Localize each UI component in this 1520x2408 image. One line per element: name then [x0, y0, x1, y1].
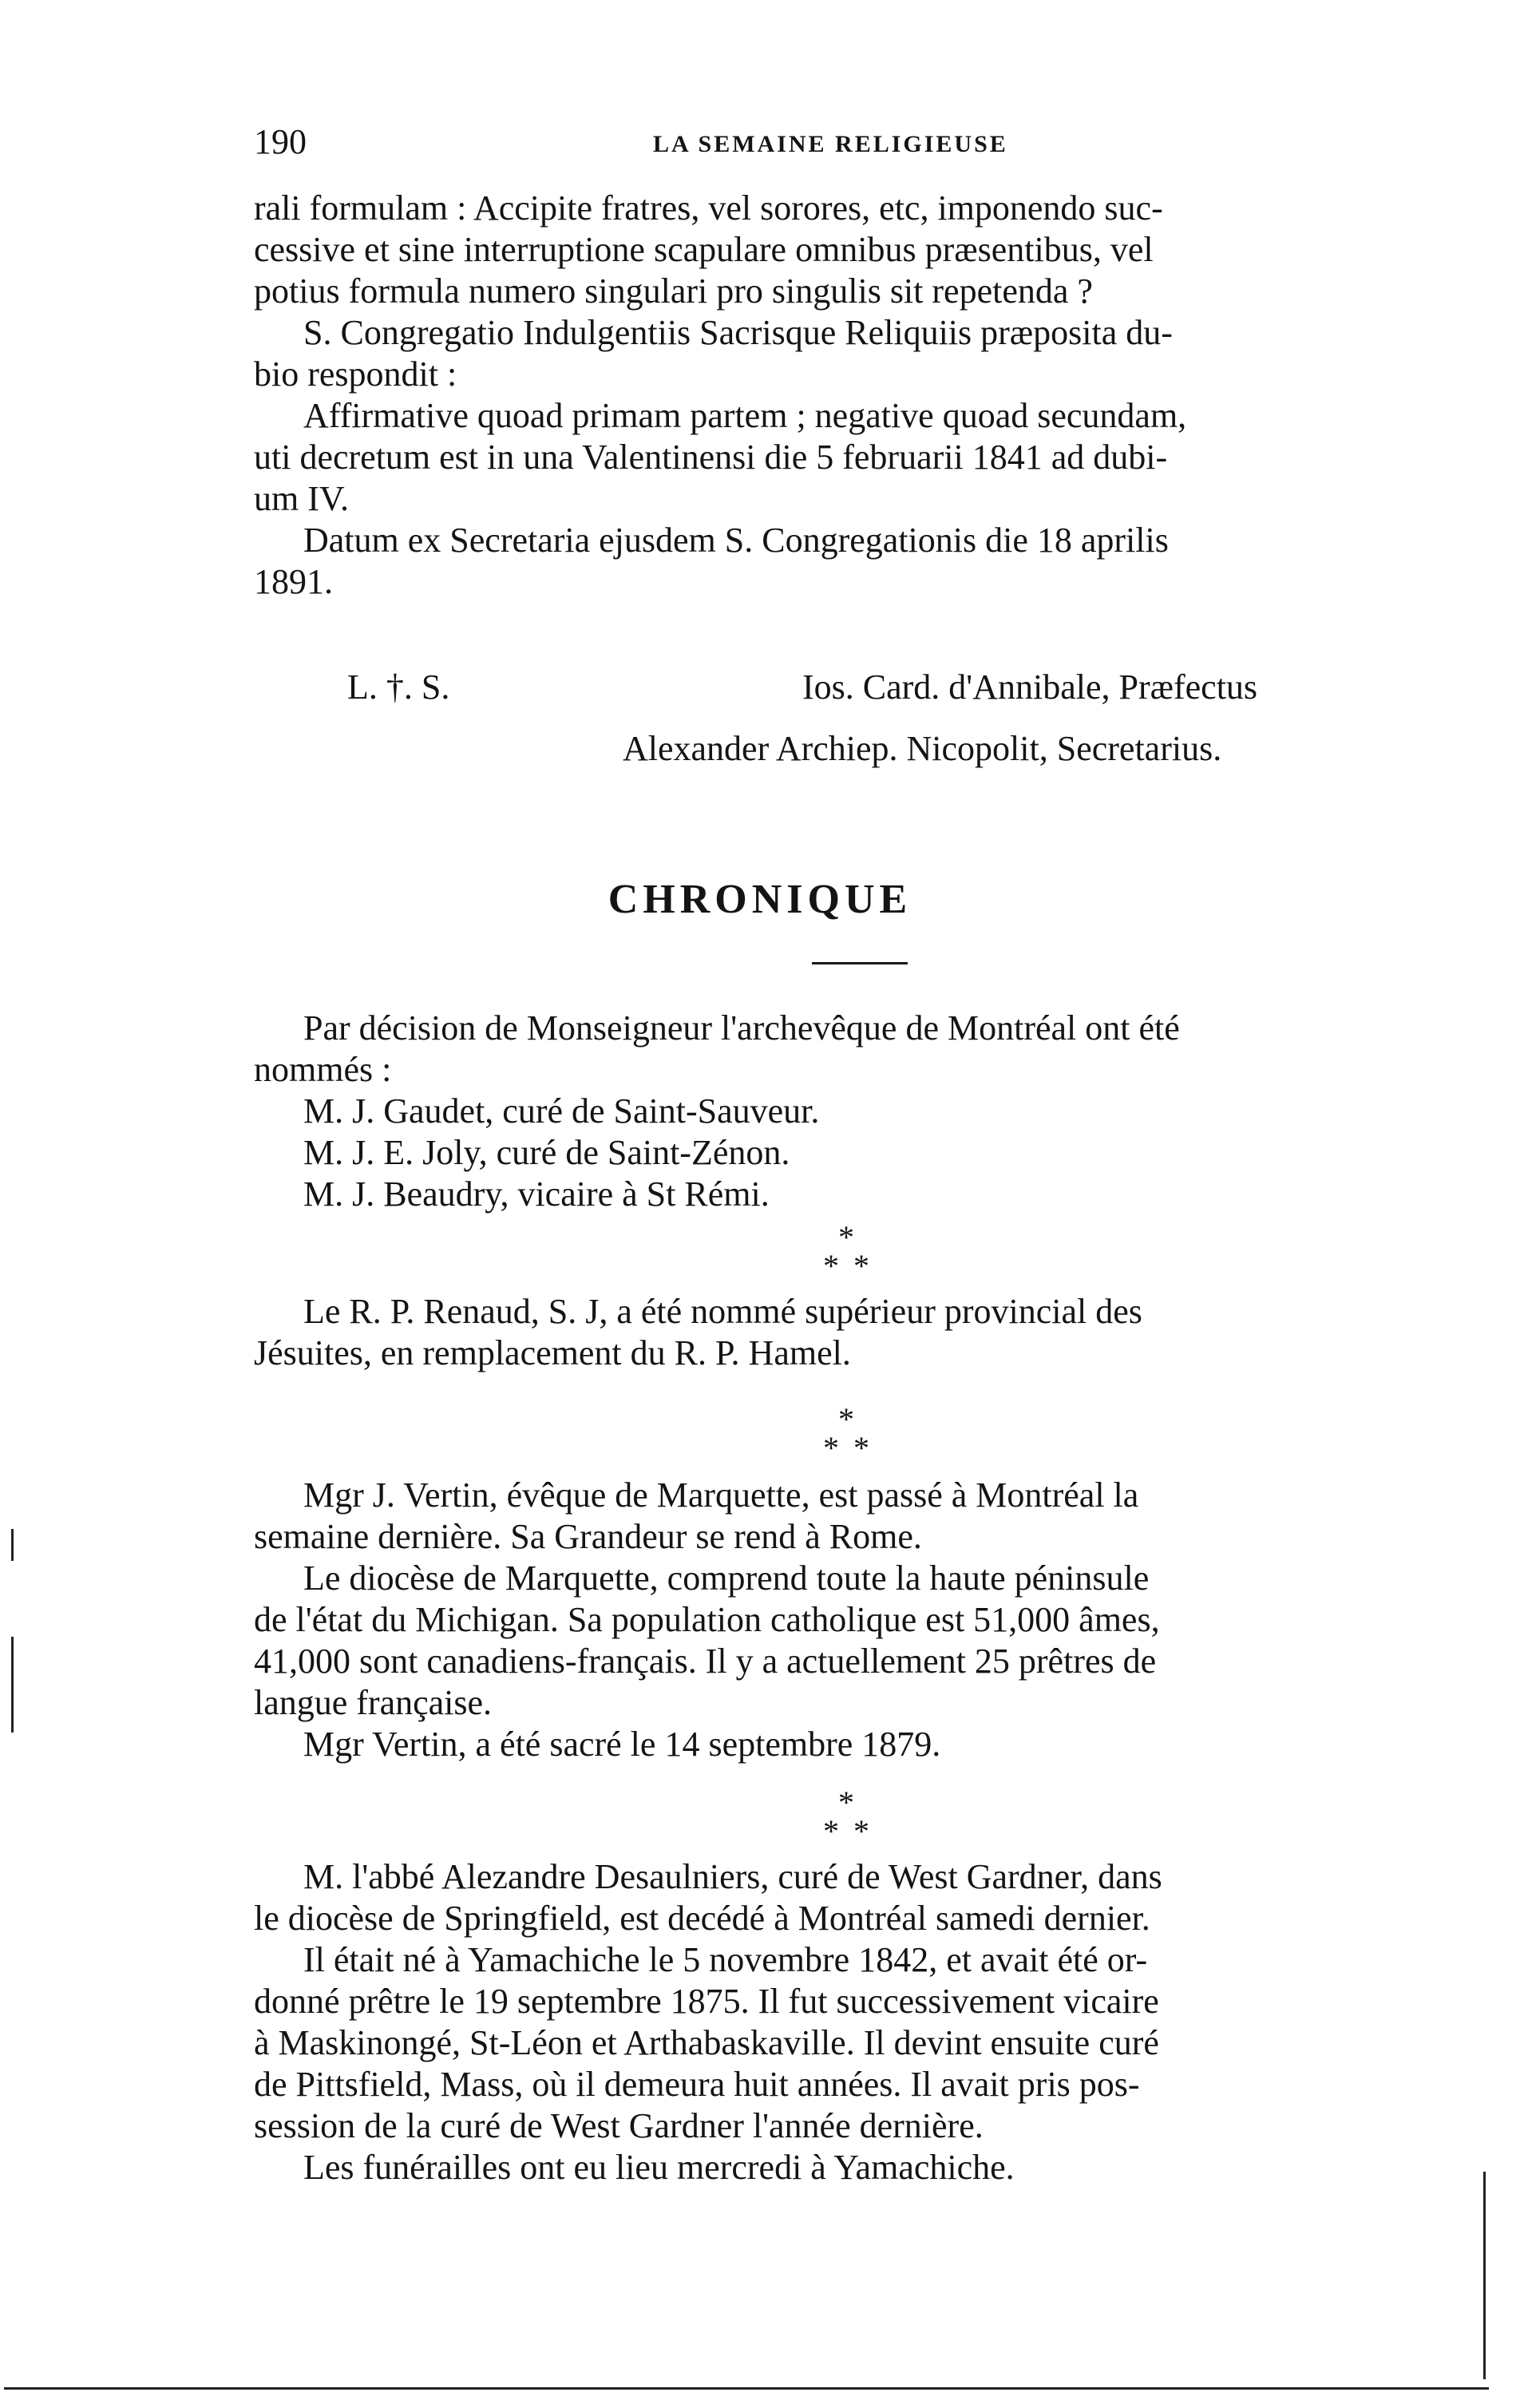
desaulniers-line: Les funérailles ont eu lieu mercredi à Yamachiche.	[303, 2148, 1015, 2187]
vertin-line: Mgr J. Vertin, évêque de Marquette, est passé à Montréal la	[303, 1475, 1139, 1515]
asterism-top: *	[838, 1219, 854, 1255]
renaud-line: Jésuites, en remplacement du R. P. Hamel.	[254, 1333, 851, 1372]
appointment-line: M. J. Beaudry, vicaire à St Rémi.	[303, 1174, 770, 1214]
scan-edge-mark	[1483, 2172, 1486, 2379]
decree-line: Affirmative quoad primam partem ; negative quoad secundam,	[303, 396, 1187, 435]
desaulniers-line: le diocèse de Springfield, est decédé à Montréal samedi dernier.	[254, 1899, 1150, 1938]
scan-edge-mark	[11, 1637, 14, 1733]
vertin-line: de l'état du Michigan. Sa population catholique est 51,000 âmes,	[254, 1600, 1160, 1639]
desaulniers-line: de Pittsfield, Mass, où il demeura huit années. Il avait pris pos-	[254, 2065, 1140, 2104]
asterism-bottom: **	[823, 1248, 884, 1284]
prefect-signature: Ios. Card. d'Annibale, Præfectus	[802, 667, 1258, 707]
appointment-line: M. J. E. Joly, curé de Saint-Zénon.	[303, 1133, 790, 1172]
renaud-line: Le R. P. Renaud, S. J, a été nommé supérieur provincial des	[303, 1292, 1142, 1331]
appointment-line: Par décision de Monseigneur l'archevêque de Montréal ont été	[303, 1008, 1180, 1048]
seal-mark: L. †. S.	[347, 667, 450, 707]
vertin-line: 41,000 sont canadiens-français. Il y a actuellement 25 prêtres de	[254, 1642, 1157, 1681]
decree-line: um IV.	[254, 479, 349, 518]
decree-line: bio respondit :	[254, 354, 457, 394]
desaulniers-line: M. l'abbé Alezandre Desaulniers, curé de West Gardner, dans	[303, 1857, 1162, 1896]
decree-line: S. Congregatio Indulgentiis Sacrisque Reliquiis præposita du-	[303, 313, 1173, 352]
decree-line: uti decretum est in una Valentinensi die 5 februarii 1841 ad dubi-	[254, 438, 1168, 477]
asterism-top: *	[838, 1401, 854, 1437]
desaulniers-line: session de la curé de West Gardner l'année dernière.	[254, 2106, 984, 2145]
decree-line: cessive et sine interruptione scapulare omnibus præsentibus, vel	[254, 230, 1154, 269]
asterism-bottom: **	[823, 1430, 884, 1466]
appointments-paragraph	[254, 1008, 1451, 1215]
secretary-signature: Alexander Archiep. Nicopolit, Secretarius.	[623, 729, 1222, 768]
decree-line: 1891.	[254, 562, 333, 601]
asterism-divider	[798, 1401, 894, 1466]
decree-line: Datum ex Secretaria ejusdem S. Congregationis die 18 aprilis	[303, 521, 1169, 560]
asterism-divider	[798, 1219, 894, 1284]
desaulniers-paragraph	[254, 1856, 1451, 2188]
heading-rule	[812, 962, 908, 964]
scan-bottom-edge	[4, 2387, 1489, 2390]
vertin-line: langue française.	[254, 1683, 493, 1722]
vertin-line: Mgr Vertin, a été sacré le 14 septembre 1879.	[303, 1725, 941, 1764]
decree-text	[254, 188, 1451, 603]
page-number: 190	[254, 122, 307, 161]
chronique-heading: CHRONIQUE	[608, 877, 912, 922]
appointment-line: M. J. Gaudet, curé de Saint-Sauveur.	[303, 1091, 820, 1131]
desaulniers-line: à Maskinongé, St-Léon et Arthabaskaville. Il devint ensuite curé	[254, 2023, 1159, 2062]
decree-line: potius formula numero singulari pro singulis sit repetenda ?	[254, 271, 1093, 311]
desaulniers-line: donné prêtre le 19 septembre 1875. Il fut successivement vicaire	[254, 1982, 1159, 2021]
vertin-paragraph	[254, 1475, 1451, 1765]
vertin-line: Le diocèse de Marquette, comprend toute la haute péninsule	[303, 1558, 1150, 1598]
page-header	[254, 118, 1411, 166]
appointment-line: nommés :	[254, 1050, 392, 1089]
asterism-divider	[798, 1784, 894, 1849]
decree-line: rali formulam : Accipite fratres, vel sorores, etc, imponendo suc-	[254, 188, 1163, 228]
asterism-top: *	[838, 1784, 854, 1820]
vertin-line: semaine dernière. Sa Grandeur se rend à Rome.	[254, 1517, 922, 1556]
desaulniers-line: Il était né à Yamachiche le 5 novembre 1842, et avait été or-	[303, 1940, 1148, 1979]
renaud-paragraph	[254, 1291, 1451, 1374]
asterism-bottom: **	[823, 1813, 884, 1849]
running-title: LA SEMAINE RELIGIEUSE	[653, 131, 1008, 157]
scan-edge-mark	[11, 1529, 14, 1561]
